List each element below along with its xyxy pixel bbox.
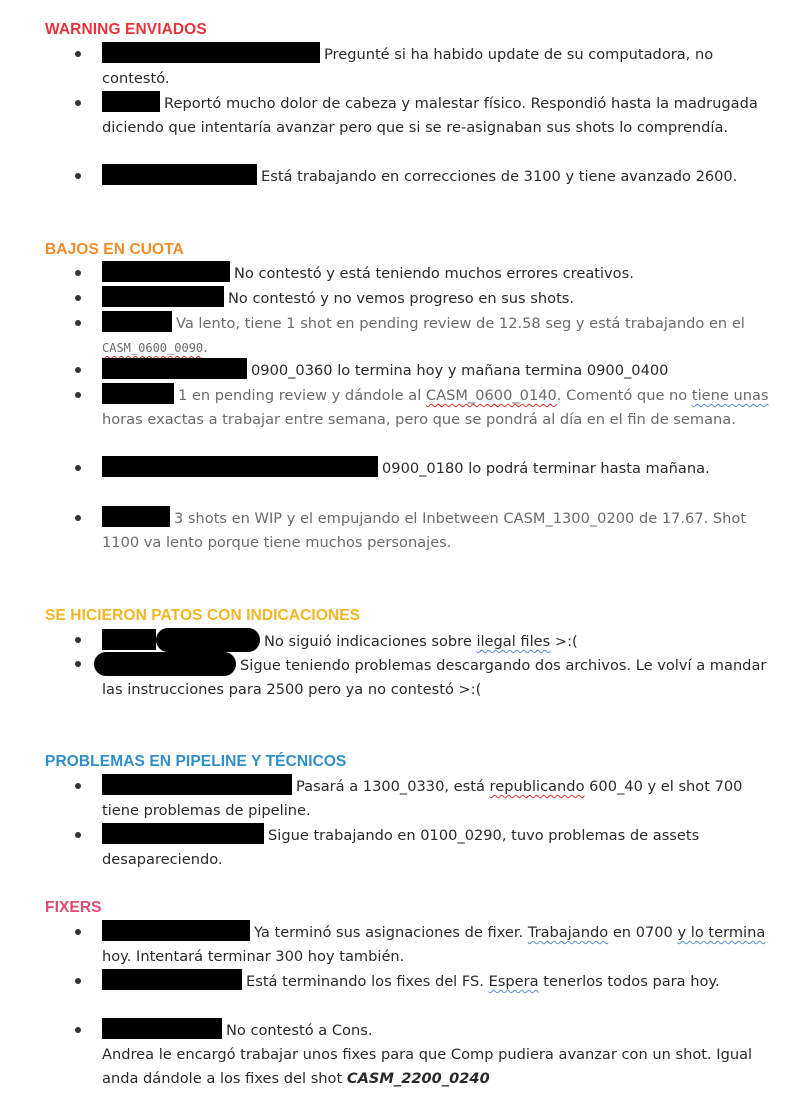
item-text: Reportó mucho dolor de cabeza y malestar físico. Respondió hasta la madrugada diciendo que intentaría avanzar pero que si se re-asignaban sus shots lo comprendía. (102, 95, 758, 136)
redaction-block (102, 261, 230, 282)
item-text: en 0700 (608, 924, 678, 941)
bullet-icon (74, 164, 82, 188)
redaction-block (102, 1018, 222, 1039)
list-item (102, 652, 772, 702)
shot-code: CASM_2200_0240 (346, 1070, 490, 1087)
item-text: Trabajando (527, 924, 609, 941)
item-text: republicando (489, 778, 585, 795)
item-text: Está terminando los fixes del FS. (246, 973, 489, 990)
list-item (102, 969, 772, 994)
list-item (102, 91, 772, 140)
redaction-block (102, 774, 292, 795)
item-text: Está trabajando en correcciones de 3100 y tiene avanzado 2600. (261, 168, 738, 185)
bullet-icon (74, 383, 82, 407)
bullet-icon (74, 91, 82, 115)
bullet-icon (74, 652, 82, 676)
redaction-block (102, 91, 160, 112)
redaction-block (102, 42, 320, 63)
section-heading-warning: WARNING ENVIADOS (45, 21, 207, 38)
bullet-icon (74, 456, 82, 480)
list-item (102, 506, 772, 555)
bullet-icon (74, 286, 82, 310)
bullet-icon (74, 358, 82, 382)
shot-code: CASM_0600_0140 (425, 387, 557, 404)
item-text: Sigue teniendo problemas descargando dos archivos. Le volví a mandar las instrucciones para 2500 pero ya no contestó >:( (102, 657, 767, 698)
redaction-block (102, 920, 250, 941)
bullet-icon (74, 42, 82, 66)
list-item (102, 823, 772, 872)
item-text: No contestó y está teniendo muchos errores creativos. (234, 265, 634, 282)
item-text: horas exactas a trabajar entre semana, pero que se pondrá al día en el fin de semana. (102, 411, 736, 428)
bullet-icon (74, 969, 82, 993)
item-text: Sigue trabajando en 0100_0290, tuvo problemas de assets desapareciendo. (102, 827, 700, 868)
list-item (102, 456, 772, 481)
item-text: ilegal files (476, 633, 551, 650)
bullet-icon (74, 628, 82, 652)
item-text: 3 shots en WIP y el empujando el Inbetween CASM_1300_0200 de 17.67. Shot 1100 va lento porque tiene muchos personajes. (102, 510, 747, 551)
bullet-icon (74, 920, 82, 944)
item-text: . Comentó que no (556, 387, 692, 404)
item-text: Pasará a 1300_0330, está (296, 778, 490, 795)
redaction-block (94, 652, 236, 676)
redaction-block (102, 456, 378, 477)
redaction-block (102, 629, 156, 650)
item-text: 600_40 y el shot 700 tiene problemas de pipeline. (102, 778, 743, 819)
item-text: y lo termina (677, 924, 766, 941)
section-heading-patos: SE HICIERON PATOS CON INDICACIONES (45, 607, 361, 624)
bullet-icon (74, 823, 82, 847)
item-text: No contestó y no vemos progreso en sus shots. (228, 290, 575, 307)
section-heading-pipeline: PROBLEMAS EN PIPELINE Y TÉCNICOS (45, 753, 347, 770)
redaction-block (156, 628, 260, 652)
list-item (102, 358, 772, 383)
shot-code: CASM_0600_0090 (102, 341, 204, 355)
list-item (102, 1018, 772, 1091)
item-text: . (203, 339, 208, 356)
item-text: 0900_0360 lo termina hoy y mañana termina 0900_0400 (251, 362, 669, 379)
item-text: Ya terminó sus asignaciones de fixer. (254, 924, 528, 941)
item-text: Pregunté si ha habido update de su computadora, no contestó. (102, 46, 714, 87)
redaction-block (102, 506, 170, 527)
item-text: tiene unas (691, 387, 769, 404)
list-item (102, 628, 772, 654)
list-item (102, 311, 772, 360)
bullet-icon (74, 1018, 82, 1042)
bullet-icon (74, 774, 82, 798)
bullet-icon (74, 311, 82, 335)
item-text: Espera (488, 973, 539, 990)
item-text: 1 en pending review y dándole al (178, 387, 426, 404)
redaction-block (102, 164, 257, 185)
redaction-block (102, 286, 224, 307)
redaction-block (102, 383, 174, 404)
list-item (102, 920, 772, 969)
list-item (102, 286, 772, 311)
section-heading-bajos: BAJOS EN CUOTA (45, 241, 184, 258)
item-text: No siguió indicaciones sobre (264, 633, 477, 650)
redaction-block (102, 358, 247, 379)
item-text: tenerlos todos para hoy. (538, 973, 720, 990)
list-item (102, 164, 772, 189)
item-text: >:( (550, 633, 578, 650)
list-item (102, 42, 772, 91)
bullet-icon (74, 261, 82, 285)
list-item (102, 261, 772, 286)
redaction-block (102, 969, 242, 990)
item-text: Andrea le encargó trabajar unos fixes para que Comp pudiera avanzar con un shot. Igual anda dándole a los fixes del shot (102, 1046, 753, 1087)
item-text: hoy. Intentará terminar 300 hoy también. (102, 948, 405, 965)
list-item (102, 383, 772, 432)
list-item (102, 774, 772, 823)
redaction-block (102, 823, 264, 844)
bullet-icon (74, 506, 82, 530)
redaction-block (102, 311, 172, 332)
item-text: 0900_0180 lo podrá terminar hasta mañana. (382, 460, 710, 477)
item-text: No contestó a Cons. (226, 1022, 373, 1039)
item-text: Va lento, tiene 1 shot en pending review de 12.58 seg y está trabajando en el (176, 315, 745, 332)
section-heading-fixers: FIXERS (45, 899, 102, 916)
